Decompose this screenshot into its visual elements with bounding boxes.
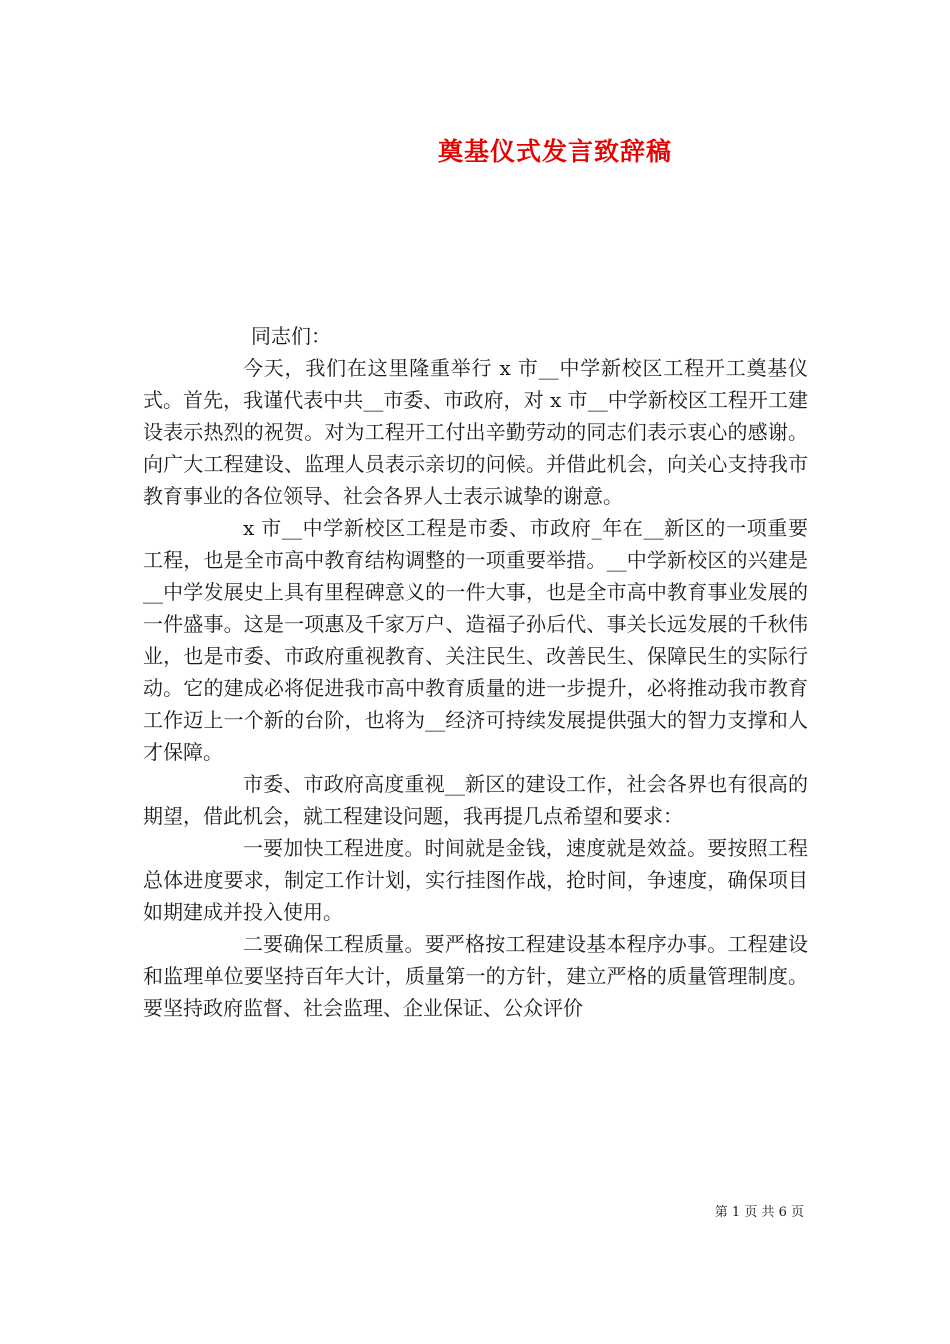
paragraph-5: 二要确保工程质量。要严格按工程建设基本程序办事。工程建设和监理单位要坚持百年大计，质量第一的方针，建立严格的质量管理制度。要坚持政府监督、社会监理、企业保证、公众评价 (143, 932, 808, 1020)
page-number-footer: 第 1 页 共 6 页 (714, 1205, 804, 1220)
paragraph-4: 一要加快工程进度。时间就是金钱，速度就是效益。要按照工程总体进度要求，制定工作计划，实行挂图作战，抢时间，争速度，确保项目如期建成并投入使用。 (143, 836, 808, 924)
paragraph-3: 市委、市政府高度重视__新区的建设工作，社会各界也有很高的期望，借此机会，就工程建设问题，我再提几点希望和要求： (143, 772, 808, 828)
paragraph-1: 今天，我们在这里隆重举行 x 市__中学新校区工程开工奠基仪式。首先，我谨代表中共__市委、市政府，对 x 市__中学新校区工程开工建设表示热烈的祝贺。对为工程开工付出辛勤劳动的同志们表示衷心的感谢。向广大工程建设、监理人员表示亲切的问候。并借此机会，向关心支持我市教育事业的各位领导、社会各界人士表示诚挚的谢意。 (143, 356, 808, 508)
document-title: 奠基仪式发言致辞稿 (437, 137, 672, 166)
document-body (143, 320, 808, 1024)
salutation: 同志们： (251, 324, 331, 348)
paragraph-2: x 市__中学新校区工程是市委、市政府_年在__新区的一项重要工程，也是全市高中教育结构调整的一项重要举措。__中学新校区的兴建是__中学发展史上具有里程碑意义的一件大事，也是全市高中教育事业发展的一件盛事。这是一项惠及千家万户、造福子孙后代、事关长远发展的千秋伟业，也是市委、市政府重视教育、关注民生、改善民生、保障民生的实际行动。它的建成必将促进我市高中教育质量的进一步提升，必将推动我市教育工作迈上一个新的台阶，也将为__经济可持续发展提供强大的智力支撑和人才保障。 (143, 516, 808, 764)
